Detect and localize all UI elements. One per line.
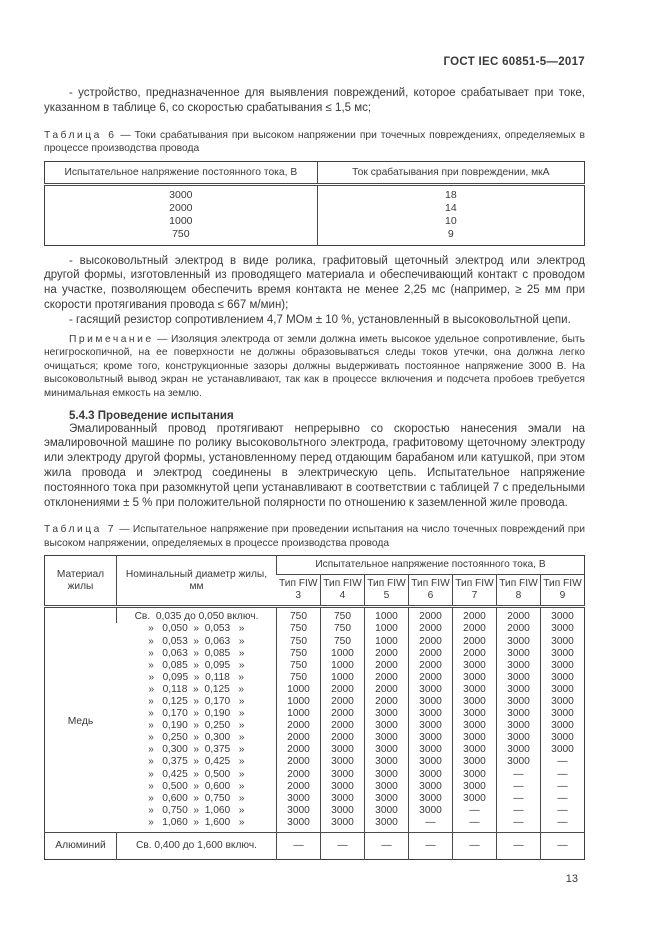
voltage-cell: 2000 — [409, 607, 453, 624]
diameter-cell: Св. 0,400 до 1,600 включ. — [117, 833, 277, 860]
current-value: 9 — [317, 228, 584, 246]
voltage-cell: 2000 — [365, 696, 409, 708]
voltage-cell: 750 — [277, 607, 321, 624]
voltage-cell: 750 — [321, 607, 365, 624]
table7-caption — [44, 523, 585, 550]
table7-header-fiw3: Тип FIW 3 — [277, 575, 321, 607]
voltage-cell: 3000 — [365, 805, 409, 817]
table7-copper-row — [45, 720, 585, 732]
paragraph-resistor: - гасящий резистор сопротивлением 4,7 МОм ± 10 %, установленный в высоковольтной цепи. — [69, 313, 571, 326]
voltage-cell: 1000 — [365, 636, 409, 648]
table7-copper-row — [45, 636, 585, 648]
voltage-cell: 3000 — [365, 756, 409, 768]
voltage-cell: 2000 — [321, 684, 365, 696]
document-code: ГОСТ IEC 60851-5—2017 — [443, 56, 585, 68]
table7-copper-row — [45, 607, 585, 624]
voltage-cell: 3000 — [497, 660, 541, 672]
voltage-cell: 3000 — [321, 781, 365, 793]
voltage-cell: 3000 — [453, 660, 497, 672]
voltage-cell: 750 — [277, 623, 321, 635]
diameter-cell: » 0,750 » 1,060 » — [148, 804, 245, 816]
voltage-cell: 2000 — [277, 781, 321, 793]
voltage-cell: 1000 — [321, 672, 365, 684]
diameter-cell: » 0,190 » 0,250 » — [148, 720, 245, 732]
diameter-cell: » 0,250 » 0,300 » — [148, 732, 245, 744]
voltage-cell: — — [453, 805, 497, 817]
table6-header-voltage: Испытательное напряжение постоянного тока, В — [45, 161, 318, 184]
voltage-cell: 3000 — [453, 696, 497, 708]
table7-header-fiw7: Тип FIW 7 — [453, 575, 497, 607]
voltage-value: 3000 — [169, 188, 193, 201]
material-cell-aluminum: Алюминий — [55, 840, 106, 852]
voltage-cell: — — [497, 817, 541, 833]
voltage-cell: 3000 — [541, 744, 585, 756]
current-value: 14 — [317, 202, 584, 215]
voltage-cell: — — [453, 833, 497, 860]
voltage-cell: 3000 — [321, 817, 365, 833]
voltage-cell: 3000 — [409, 696, 453, 708]
voltage-cell: 2000 — [365, 684, 409, 696]
note-label: Примечание — [69, 333, 154, 345]
table7-copper-row — [45, 648, 585, 660]
voltage-cell: 3000 — [453, 672, 497, 684]
voltage-cell: 3000 — [453, 769, 497, 781]
voltage-cell: — — [453, 817, 497, 833]
voltage-cell: 3000 — [321, 744, 365, 756]
voltage-cell: 1000 — [277, 696, 321, 708]
voltage-cell: 3000 — [497, 648, 541, 660]
voltage-cell: 3000 — [277, 817, 321, 833]
voltage-cell: 3000 — [497, 720, 541, 732]
voltage-cell: 3000 — [541, 607, 585, 624]
table7-copper-row — [45, 793, 585, 805]
page-content — [44, 0, 585, 885]
table7-header-fiw9: Тип FIW 9 — [541, 575, 585, 607]
table6-row — [45, 228, 585, 246]
voltage-cell: 2000 — [321, 732, 365, 744]
voltage-cell: 2000 — [277, 744, 321, 756]
voltage-cell: 2000 — [321, 696, 365, 708]
voltage-cell: 3000 — [497, 672, 541, 684]
voltage-cell: 2000 — [409, 636, 453, 648]
voltage-cell: 3000 — [453, 793, 497, 805]
voltage-cell: 2000 — [277, 720, 321, 732]
voltage-cell: — — [497, 769, 541, 781]
voltage-cell: 2000 — [453, 636, 497, 648]
voltage-cell: 2000 — [277, 756, 321, 768]
voltage-cell: — — [541, 756, 585, 768]
voltage-cell: 3000 — [541, 660, 585, 672]
voltage-cell: 3000 — [497, 696, 541, 708]
voltage-cell: 3000 — [453, 684, 497, 696]
voltage-cell: 3000 — [409, 744, 453, 756]
diameter-cell: » 0,375 » 0,425 » — [148, 756, 245, 768]
voltage-cell: 2000 — [321, 720, 365, 732]
voltage-cell: 2000 — [409, 660, 453, 672]
voltage-cell: — — [541, 781, 585, 793]
section-heading: 5.4.3 Проведение испытания — [69, 409, 234, 422]
voltage-cell: 3000 — [541, 672, 585, 684]
voltage-cell: 3000 — [321, 805, 365, 817]
voltage-cell: 3000 — [497, 744, 541, 756]
table-7 — [44, 555, 585, 860]
voltage-cell: 3000 — [321, 769, 365, 781]
voltage-cell: 3000 — [453, 708, 497, 720]
voltage-cell: — — [321, 833, 365, 860]
table7-copper-row — [45, 817, 585, 833]
diameter-cell: » 0,170 » 0,190 » — [148, 708, 245, 720]
voltage-cell: 2000 — [365, 660, 409, 672]
note-block — [44, 333, 585, 401]
diameter-cell: » 0,425 » 0,500 » — [148, 768, 245, 780]
voltage-cell: 3000 — [497, 708, 541, 720]
diameter-cell: » 0,063 » 0,085 » — [148, 647, 245, 659]
voltage-cell: — — [497, 781, 541, 793]
table7-header-fiw8: Тип FIW 8 — [497, 575, 541, 607]
voltage-cell: 1000 — [321, 648, 365, 660]
voltage-cell: 750 — [277, 660, 321, 672]
voltage-cell: 3000 — [365, 732, 409, 744]
voltage-cell: 3000 — [365, 708, 409, 720]
voltage-cell: — — [497, 793, 541, 805]
material-cell-copper: Медь — [67, 715, 94, 727]
paragraph-electrode: - высоковольтный электрод в виде ролика, графитовый щеточный электрод или электрод другой формы, изготовленный из проводящего материала и обеспечивающий контакт с проводом на участке, позволяющем обеспечить время контакта не менее 2,25 мс (например, ≥ 25 мм при скорости протягивания провода ≤ 667 м/мин); — [44, 254, 585, 311]
voltage-cell: 1000 — [321, 660, 365, 672]
diameter-cell: Св. 0,035 до 0,050 включ. — [117, 607, 277, 624]
table7-copper-row — [45, 756, 585, 768]
voltage-cell: 750 — [277, 672, 321, 684]
voltage-cell: 750 — [277, 636, 321, 648]
table7-copper-row — [45, 696, 585, 708]
voltage-cell: 3000 — [409, 708, 453, 720]
voltage-cell: 3000 — [541, 648, 585, 660]
table-6 — [44, 161, 585, 246]
voltage-cell: 2000 — [497, 623, 541, 635]
voltage-cell: — — [409, 817, 453, 833]
voltage-cell: 3000 — [277, 805, 321, 817]
voltage-cell: — — [409, 833, 453, 860]
voltage-cell: 3000 — [453, 756, 497, 768]
voltage-cell: 750 — [321, 636, 365, 648]
table7-header-material: Материал жилы — [45, 556, 117, 607]
voltage-cell: 2000 — [365, 672, 409, 684]
table7-header-voltage-group: Испытательное напряжение постоянного тока, В — [277, 556, 585, 575]
table7-header-fiw6: Тип FIW 6 — [409, 575, 453, 607]
table7-copper-row — [45, 781, 585, 793]
table6-caption-text: — Токи срабатывания при высоком напряжении при точечных повреждениях, определяемых в процессе производства провода — [44, 129, 585, 155]
voltage-cell: 2000 — [409, 648, 453, 660]
voltage-cell: 1000 — [365, 607, 409, 624]
voltage-cell: — — [541, 793, 585, 805]
voltage-value: 2000 — [169, 201, 193, 214]
table6-row — [45, 184, 585, 202]
table7-copper-row — [45, 660, 585, 672]
table6-caption — [44, 129, 585, 156]
diameter-cell: » 0,053 » 0,063 » — [148, 635, 245, 647]
voltage-cell: 3000 — [365, 744, 409, 756]
table7-header-row1 — [45, 556, 585, 575]
current-value: 10 — [317, 215, 584, 228]
diameter-cell: » 0,085 » 0,095 » — [148, 659, 245, 671]
voltage-cell: 2000 — [277, 732, 321, 744]
voltage-cell: 1000 — [277, 708, 321, 720]
table7-header-fiw4: Тип FIW 4 — [321, 575, 365, 607]
table7-copper-row — [45, 708, 585, 720]
voltage-cell: 3000 — [365, 781, 409, 793]
table7-header-diameter: Номинальный диаметр жилы, мм — [117, 556, 277, 607]
voltage-cell: — — [277, 833, 321, 860]
table7-copper-row — [45, 623, 585, 635]
diameter-cell: » 0,050 » 0,053 » — [148, 623, 245, 635]
table7-copper-row — [45, 744, 585, 756]
diameter-cell: » 0,500 » 0,600 » — [148, 780, 245, 792]
voltage-cell: 3000 — [409, 781, 453, 793]
voltage-cell: 3000 — [453, 720, 497, 732]
voltage-cell: 3000 — [541, 696, 585, 708]
diameter-cell: » 1,060 » 1,600 » — [148, 816, 245, 828]
table7-header-fiw5: Тип FIW 5 — [365, 575, 409, 607]
voltage-cell: 3000 — [453, 732, 497, 744]
paragraph-device: - устройство, предназначенное для выявления повреждений, которое срабатывает при токе, указанном в таблице 6, со скоростью срабатывания ≤ 1,5 мс; — [44, 87, 585, 114]
voltage-cell: 3000 — [453, 744, 497, 756]
voltage-cell: 1000 — [277, 684, 321, 696]
diameter-cell: » 0,118 » 0,125 » — [148, 683, 245, 695]
table7-aluminum-row — [45, 833, 585, 860]
table7-copper-row — [45, 805, 585, 817]
voltage-cell: 3000 — [409, 732, 453, 744]
voltage-cell: 3000 — [541, 623, 585, 635]
table7-copper-row — [45, 732, 585, 744]
voltage-cell: 3000 — [409, 793, 453, 805]
diameter-cell: » 0,600 » 0,750 » — [148, 792, 245, 804]
voltage-cell: 3000 — [497, 636, 541, 648]
table7-copper-row — [45, 684, 585, 696]
voltage-cell: 3000 — [497, 756, 541, 768]
table6-header-current: Ток срабатывания при повреждении, мкА — [317, 161, 584, 184]
diameter-cell: » 0,095 » 0,118 » — [148, 671, 245, 683]
table6-label: Таблица 6 — [44, 129, 117, 141]
voltage-cell: 3000 — [541, 636, 585, 648]
voltage-cell: 3000 — [409, 720, 453, 732]
voltage-cell: 1000 — [365, 623, 409, 635]
voltage-cell: 750 — [277, 648, 321, 660]
table6-row — [45, 202, 585, 215]
voltage-cell: 3000 — [409, 684, 453, 696]
diameter-cell: » 0,125 » 0,170 » — [148, 695, 245, 707]
voltage-cell: 3000 — [497, 732, 541, 744]
voltage-cell: 2000 — [409, 623, 453, 635]
voltage-value: 1000 — [169, 214, 193, 227]
voltage-cell: 2000 — [497, 607, 541, 624]
table6-header-row — [45, 161, 585, 184]
voltage-cell: 3000 — [409, 756, 453, 768]
voltage-cell: 3000 — [365, 793, 409, 805]
voltage-cell: 2000 — [453, 623, 497, 635]
voltage-cell: 3000 — [321, 756, 365, 768]
voltage-cell: 3000 — [365, 769, 409, 781]
note-text: — Изоляция электрода от земли должна иметь высокое удельное сопротивление, быть негигроскопичной, на ее поверхности не должны образовываться следы токов утечки, она должна легко очищаться; кроме того, конструкционные зазоры должны выдерживать постоянное напряжение 3000 В. На высоковольтный вывод экран не устанавливают, так как в процессе включения и подсчета пробоев требуется минимальная емкость на землю. — [44, 333, 585, 399]
voltage-cell: 3000 — [409, 769, 453, 781]
voltage-cell: — — [541, 805, 585, 817]
voltage-cell: — — [541, 769, 585, 781]
voltage-cell: — — [497, 833, 541, 860]
voltage-cell: 3000 — [409, 805, 453, 817]
voltage-cell: 3000 — [541, 708, 585, 720]
voltage-value: 750 — [172, 227, 190, 240]
voltage-cell: 750 — [321, 623, 365, 635]
voltage-cell: 3000 — [541, 732, 585, 744]
table7-label: Таблица 7 — [44, 524, 116, 536]
voltage-cell: 3000 — [497, 684, 541, 696]
voltage-cell: 3000 — [321, 793, 365, 805]
voltage-cell: 2000 — [365, 648, 409, 660]
voltage-cell: — — [541, 817, 585, 833]
voltage-cell: 3000 — [453, 781, 497, 793]
voltage-cell: 3000 — [541, 720, 585, 732]
voltage-cell: 2000 — [321, 708, 365, 720]
voltage-cell: 3000 — [365, 720, 409, 732]
table7-copper-row — [45, 769, 585, 781]
voltage-cell: 2000 — [453, 607, 497, 624]
voltage-cell: 3000 — [365, 817, 409, 833]
voltage-cell: — — [365, 833, 409, 860]
voltage-cell: — — [497, 805, 541, 817]
page-number: 13 — [565, 873, 578, 886]
voltage-cell: 3000 — [277, 793, 321, 805]
table7-caption-text: — Испытательное напряжение при проведении испытания на число точечных повреждений при высоком напряжении, определяемых в процессе производства провода — [44, 524, 585, 549]
voltage-cell: 3000 — [541, 684, 585, 696]
diameter-cell: » 0,300 » 0,375 » — [148, 744, 245, 756]
voltage-cell: — — [541, 833, 585, 860]
voltage-cell: 2000 — [453, 648, 497, 660]
voltage-cell: 2000 — [409, 672, 453, 684]
table6-row — [45, 215, 585, 228]
current-value: 18 — [317, 184, 584, 202]
paragraph-procedure: Эмалированный провод протягивают непрерывно со скоростью нанесения эмали на эмалировочной машине по ролику высоковольтного электрода, графитовому щеточному электроду или электроду другой формы, установленному перед отдающим барабаном или катушкой, при этом жила провода и электрод соединены в электрическую цепь. Испытательное напряжение постоянного тока при разомкнутой цепи устанавливают в соответствии с таблицей 7 с предельными отклонениями ± 5 % при положительной полярности по отношению к заземленной жиле провода. — [44, 422, 585, 509]
table7-copper-row — [45, 672, 585, 684]
voltage-cell: 2000 — [277, 769, 321, 781]
